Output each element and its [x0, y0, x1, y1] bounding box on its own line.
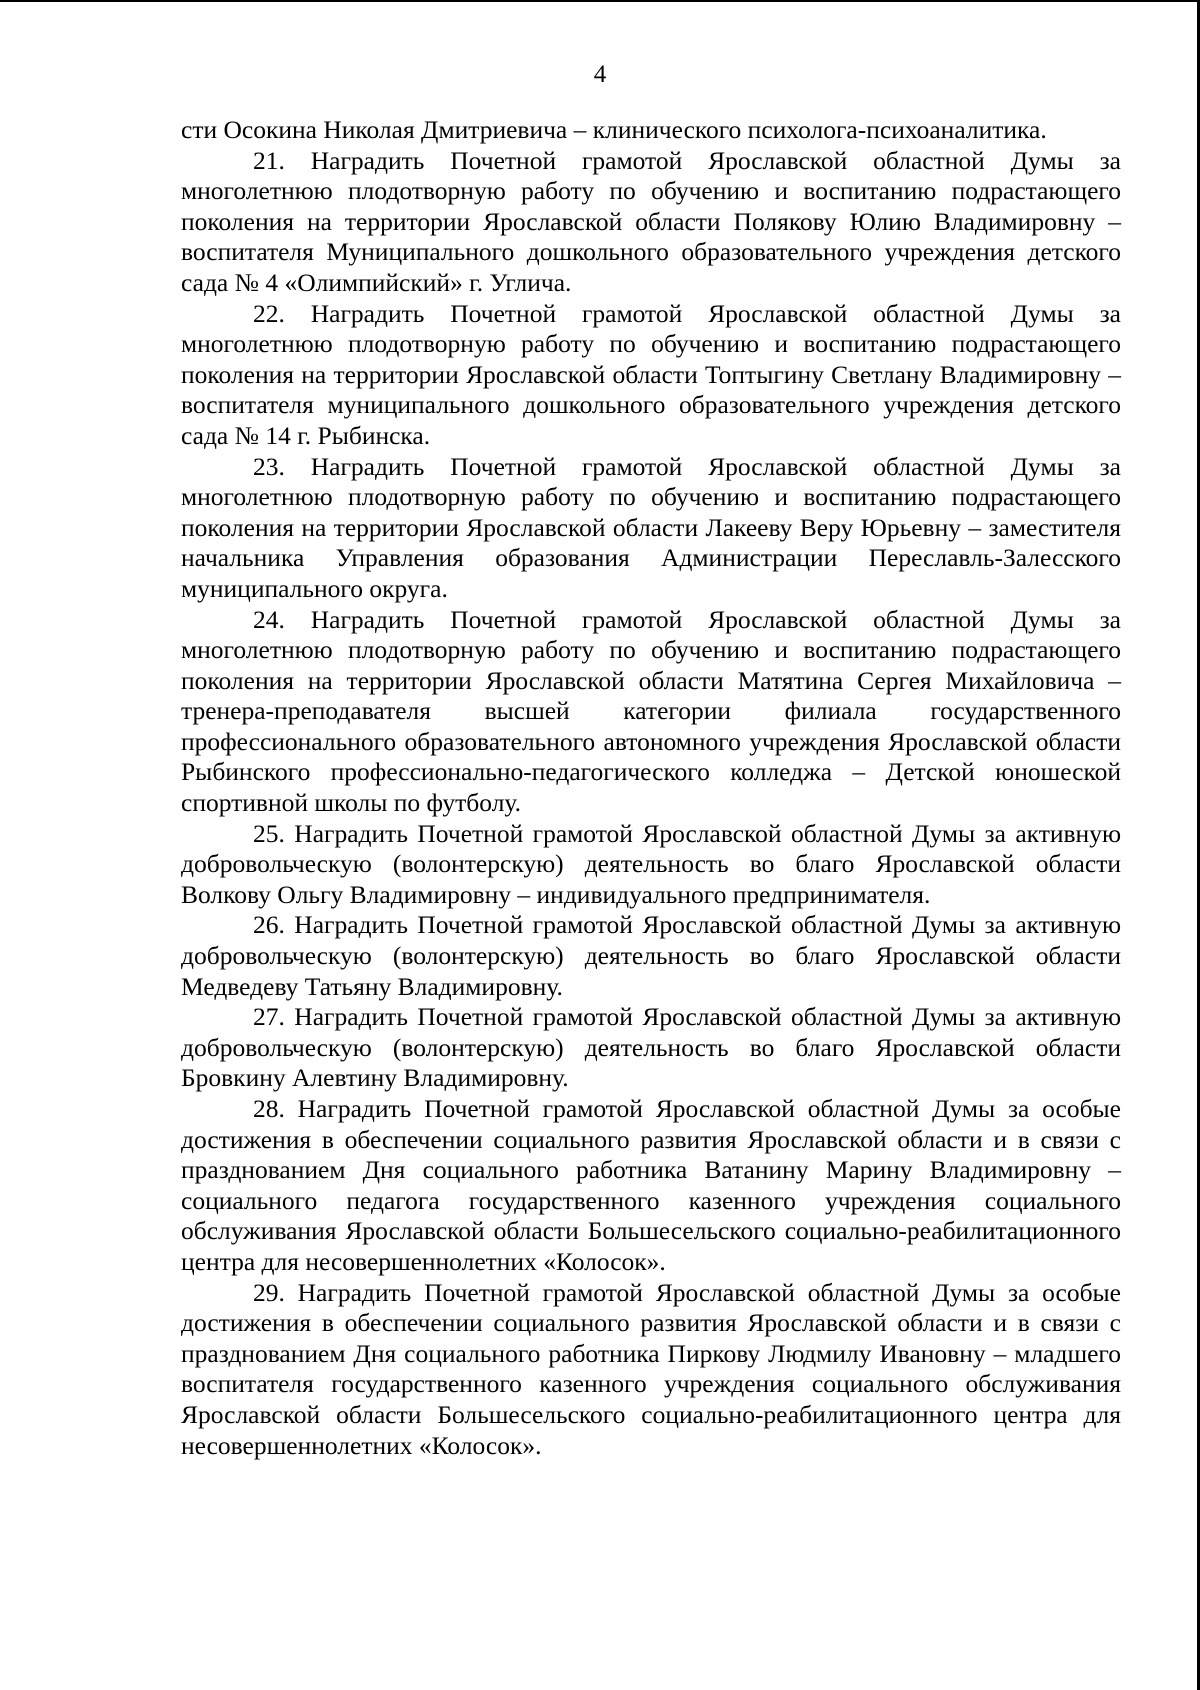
paragraph-continuation: сти Осокина Николая Дмитриевича – клинического психолога-психоаналитика. [181, 115, 1047, 144]
paragraph-item-26: 26. Наградить Почетной грамотой Ярославской областной Думы за активную добровольческую (волонтерскую) деятельность во благо Ярославской области Медведеву Татьяну Владимировну. [181, 910, 1121, 1001]
paragraph-item-27: 27. Наградить Почетной грамотой Ярославской областной Думы за активную добровольческую (волонтерскую) деятельность во благо Ярославской области Бровкину Алевтину Владимировну. [181, 1002, 1121, 1093]
paragraph-item-29: 29. Наградить Почетной грамотой Ярославской областной Думы за особые достижения в обеспечении социального развития Ярославской области и в связи с празднованием Дня социального работника Пиркову Людмилу Ивановну – младшего воспитателя государственного казенного учреждения социального обслуживания Ярославской области Большесельского социально-реабилитационного центра для несовершеннолетних «Колосок». [181, 1277, 1121, 1460]
paragraph-item-22: 22. Наградить Почетной грамотой Ярославской областной Думы за многолетнюю плодотворную работу по обучению и воспитанию подрастающего поколения на территории Ярославской области Топтыгину Светлану Владимировну – воспитателя муниципального дошкольного образовательного учреждения детского сада № 14 г. Рыбинска. [181, 298, 1121, 450]
page-number: 4 [593, 61, 607, 88]
paragraph-item-28: 28. Наградить Почетной грамотой Ярославской областной Думы за особые достижения в обеспечении социального развития Ярославской области и в связи с празднованием Дня социального работника Ватанину Марину Владимировну – социального педагога государственного казенного учреждения социального обслуживания Ярославской области Большесельского социально-реабилитационного центра для несовершеннолетних «Колосок». [181, 1094, 1121, 1276]
paragraph-item-21: 21. Наградить Почетной грамотой Ярославской областной Думы за многолетнюю плодотворную работу по обучению и воспитанию подрастающего поколения на территории Ярославской области Полякову Юлию Владимировну – воспитателя Муниципального дошкольного образовательного учреждения детского сада № 4 «Олимпийский» г. Углича. [181, 145, 1121, 297]
paragraph-item-23: 23. Наградить Почетной грамотой Ярославской областной Думы за многолетнюю плодотворную работу по обучению и воспитанию подрастающего поколения на территории Ярославской области Лакееву Веру Юрьевну – заместителя начальника Управления образования Администрации Переславль-Залесского муниципального округа. [181, 451, 1121, 603]
document-body [181, 115, 1121, 1461]
paragraph-item-24: 24. Наградить Почетной грамотой Ярославской областной Думы за многолетнюю плодотворную работу по обучению и воспитанию подрастающего поколения на территории Ярославской области Матятина Сергея Михайловича – тренера-преподавателя высшей категории филиала государственного профессионального образовательного автономного учреждения Ярославской области Рыбинского профессионально-педагогического колледжа – Детской юношеской спортивной школы по футболу. [181, 604, 1121, 818]
paragraph-item-25: 25. Наградить Почетной грамотой Ярославской областной Думы за активную добровольческую (волонтерскую) деятельность во благо Ярославской области Волкову Ольгу Владимировну – индивидуального предпринимателя. [181, 818, 1121, 909]
